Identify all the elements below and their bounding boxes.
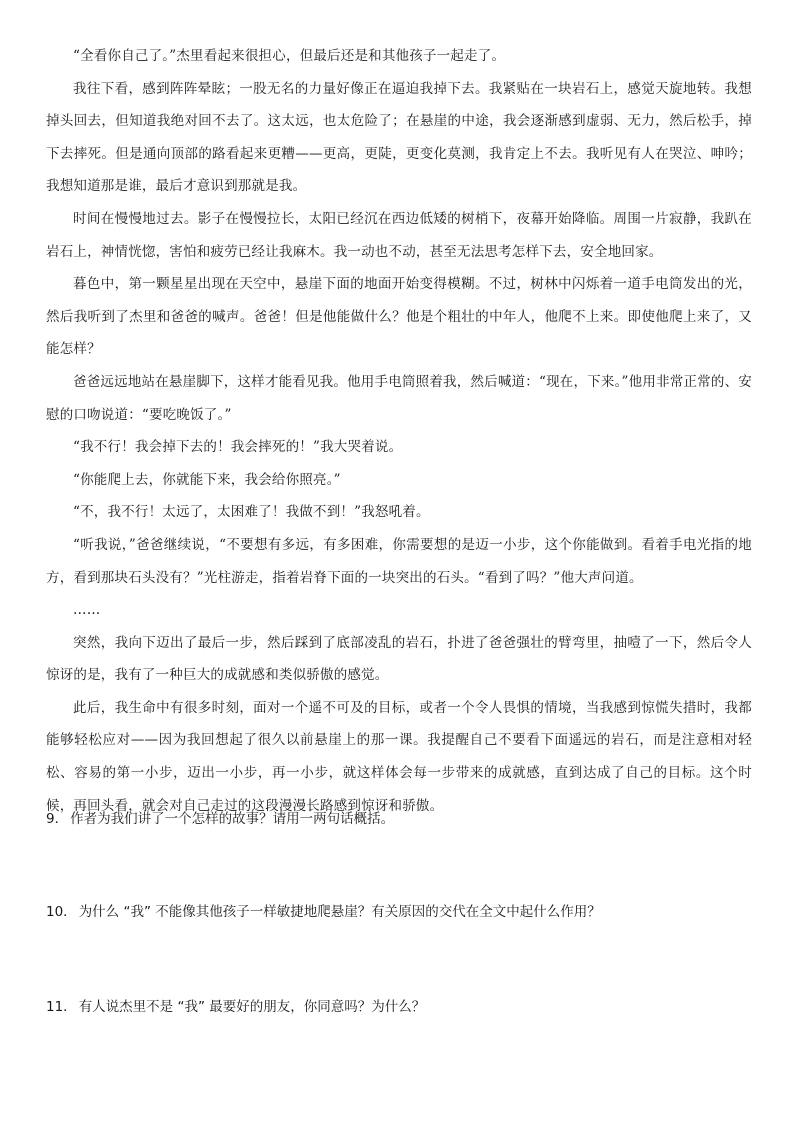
question-text: 作者为我们讲了一个怎样的故事？请用一两句话概括。 — [70, 811, 395, 827]
passage-paragraph: “全看你自己了。”杰里看起来很担心，但最后还是和其他孩子一起走了。 — [73, 48, 506, 64]
passage-paragraph: “听我说，”爸爸继续说，“不要想有多远，有多困难，你需要想的是迈一小步，这个你能做到。看着手电光指的地方，看到那块石头没有？”光柱游走，指着岩脊下面的一块突出的石头。“看到了吗？”他大声问道。 — [46, 536, 752, 586]
question-text: 有人说杰里不是 “我” 最要好的朋友，你同意吗？为什么？ — [78, 999, 426, 1015]
question-text: 为什么 “我” 不能像其他孩子一样敏捷地爬悬崖？有关原因的交代在全文中起什么作用？ — [78, 904, 601, 920]
passage-paragraph: 时间在慢慢地过去。影子在慢慢拉长，太阳已经沉在西边低矮的树梢下，夜幕开始降临。周围一片寂静，我趴在岩石上，神情恍惚，害怕和疲劳已经让我麻木。我一动也不动，甚至无法思考怎样下去，安全地回家。 — [46, 210, 752, 260]
passage-paragraph: “你能爬上去，你就能下来，我会给你照亮。” — [73, 471, 341, 488]
passage-ellipsis: …… — [73, 602, 101, 619]
passage-paragraph: “我不行！我会掉下去的！我会摔死的！”我大哭着说。 — [73, 439, 403, 456]
reading-passage — [46, 40, 752, 822]
passage-paragraph: 暮色中，第一颗星星出现在天空中，悬崖下面的地面开始变得模糊。不过，树林中闪烁着一道手电筒发出的光，然后我听到了杰里和爸爸的喊声。爸爸！但是他能做什么？他是个粗壮的中年人，他爬不上来。即使他爬上来了，又能怎样？ — [46, 276, 752, 358]
question-10 — [46, 902, 752, 922]
passage-paragraph: 此后，我生命中有很多时刻，面对一个遥不可及的目标，或者一个令人畏惧的情境，当我感到惊慌失措时，我都能够轻松应对——因为我回想起了很久以前悬崖上的那一课。我提醒自己不要看下面遥远的岩石，而是注意相对轻松、容易的第一小步，迈出一小步，再一小步，就这样体会每一步带来的成就感，直到达成了自己的目标。这个时候，再回头看，就会对自己走过的这段漫漫长路感到惊讶和骄傲。 — [46, 699, 752, 814]
passage-paragraph: 爸爸远远地站在悬崖脚下，这样才能看见我。他用手电筒照着我，然后喊道：“现在，下来。”他用非常正常的、安慰的口吻说道：“要吃晚饭了。” — [46, 373, 752, 423]
question-11 — [46, 997, 752, 1017]
passage-paragraph: “不，我不行！太远了，太困难了！我做不到！”我怒吼着。 — [73, 504, 430, 521]
question-number: 10． — [46, 904, 77, 920]
question-number: 9． — [46, 811, 69, 827]
question-number: 11． — [46, 999, 77, 1015]
passage-paragraph: 我往下看，感到阵阵晕眩；一股无名的力量好像正在逼迫我掉下去。我紧贴在一块岩石上，感觉天旋地转。我想掉头回去，但知道我绝对回不去了。这太远，也太危险了；在悬崖的中途，我会逐渐感到虚弱、无力，然后松手，掉下去摔死。但是通向顶部的路看起来更糟——更高，更陡，更变化莫测，我肯定上不去。我听见有人在哭泣、呻吟；我想知道那是谁，最后才意识到那就是我。 — [46, 80, 752, 195]
question-9 — [46, 809, 752, 829]
passage-paragraph: 突然，我向下迈出了最后一步，然后踩到了底部凌乱的岩石，扑进了爸爸强壮的臂弯里，抽噎了一下，然后令人惊讶的是，我有了一种巨大的成就感和类似骄傲的感觉。 — [46, 634, 752, 684]
